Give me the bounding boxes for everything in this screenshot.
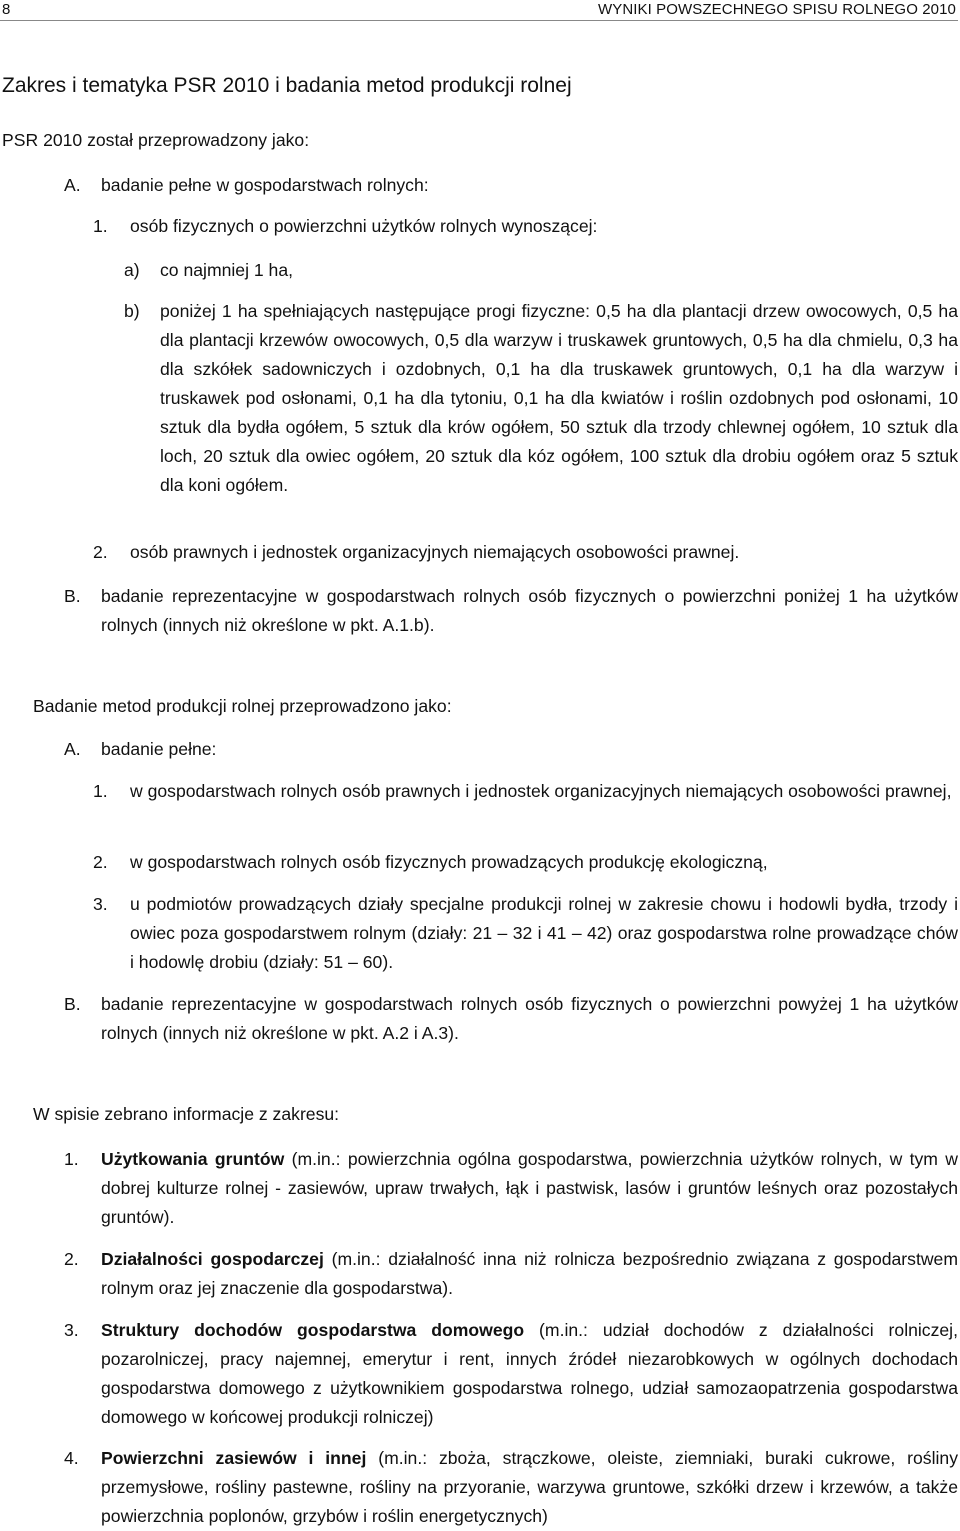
scope-1-rest: (m.in.: powierzchnia ogólna gospodarstwa, powierzchnia użytków rolnych, w tym w dobrej kulturze rolnej - zasiewów, upraw trwałych, łąk i pastwisk, lasów i gruntów leśnych oraz pozostałych gruntów). — [101, 1149, 958, 1227]
scope-4-bold: Powierzchni zasiewów i innej — [101, 1448, 367, 1468]
bmpr-3-marker: 3. — [93, 894, 108, 914]
scope-3-bold: Struktury dochodów gospodarstwa domowego — [101, 1320, 525, 1340]
running-title: WYNIKI POWSZECHNEGO SPISU ROLNEGO 2010 — [597, 1, 956, 18]
scope-2-text — [101, 1245, 958, 1303]
psr-2-text: osób prawnych i jednostek organizacyjnych niemających osobowości prawnej. — [130, 542, 740, 562]
scope-2-marker: 2. — [64, 1249, 79, 1269]
psr-a-sub-marker: a) — [124, 260, 140, 280]
scope-4-rest: (m.in.: zboża, strączkowe, oleiste, ziemniaki, buraki cukrowe, rośliny przemysłowe, rośliny pastewne, rośliny na przyoranie, warzywa gruntowe, szkółki drzew i krzewów, a także powierzchnia poplonów, grzybów i roślin energetycznych) — [101, 1448, 958, 1526]
psr-1-text: osób fizycznych o powierzchni użytków rolnych wynoszącej: — [130, 216, 598, 236]
bmpr-1-text: w gospodarstwach rolnych osób prawnych i jednostek organizacyjnych niemających osobowości prawnej, — [130, 781, 952, 801]
scope-3-rest: (m.in.: udział dochodów z działalności rolniczej, pozarolniczej, pracy najemnej, emerytur i rent, innych źródeł niezarobkowych w ogólnych dochodach gospodarstwa domowego z użytkownikiem gospodarstwa rolnego, udział samozaopatrzenia gospodarstwa domowego w końcowej produkcji rolniczej) — [101, 1320, 958, 1427]
bmpr-3-text: u podmiotów prowadzących działy specjalne produkcji rolnej w zakresie chowu i hodowli bydła, trzody i owiec poza gospodarstwem rolnym (działy: 21 – 32 i 41 – 42) oraz gospodarstwa rolne prowadzące chów i hodowlę drobiu (działy: 51 – 60). — [130, 894, 958, 972]
scope-1-bold: Użytkowania gruntów — [101, 1149, 285, 1169]
scope-4-marker: 4. — [64, 1448, 79, 1468]
psr-intro: PSR 2010 został przeprowadzony jako: — [2, 130, 310, 150]
psr-b-sub-marker: b) — [124, 301, 140, 321]
psr-2-marker: 2. — [93, 542, 108, 562]
scope-4-text — [101, 1444, 958, 1531]
scope-1-marker: 1. — [64, 1149, 79, 1169]
psr-a-text: badanie pełne w gospodarstwach rolnych: — [101, 175, 429, 195]
scope-2-rest: (m.in.: działalność inna niż rolnicza bezpośrednio związana z gospodarstwem rolnym oraz jej znaczenie dla gospodarstwa). — [101, 1249, 958, 1298]
bmpr-b-text: badanie reprezentacyjne w gospodarstwach rolnych osób fizycznych o powierzchni powyżej 1 ha użytków rolnych (innych niż określone w pkt. A.2 i A.3). — [101, 994, 958, 1043]
running-header — [0, 0, 958, 21]
bmpr-1-marker: 1. — [93, 781, 108, 801]
psr-1-marker: 1. — [93, 216, 108, 236]
psr-b-text: badanie reprezentacyjne w gospodarstwach rolnych osób fizycznych o powierzchni poniżej 1 ha użytków rolnych (innych niż określone w pkt. A.1.b). — [101, 586, 958, 635]
section-title: Zakres i tematyka PSR 2010 i badania metod produkcji rolnej — [2, 74, 572, 97]
bmpr-a-marker: A. — [64, 739, 81, 759]
bmpr-2-marker: 2. — [93, 852, 108, 872]
psr-b-marker: B. — [64, 586, 81, 606]
scope-2-bold: Działalności gospodarczej — [101, 1249, 324, 1269]
scope-1-text — [101, 1145, 958, 1232]
scope-intro: W spisie zebrano informacje z zakresu: — [33, 1104, 340, 1124]
bmpr-a-text: badanie pełne: — [101, 739, 217, 759]
bmpr-b-marker: B. — [64, 994, 81, 1014]
page-number: 8 — [2, 1, 11, 18]
bmpr-2-text: w gospodarstwach rolnych osób fizycznych prowadzących produkcję ekologiczną, — [130, 852, 768, 872]
scope-3-marker: 3. — [64, 1320, 79, 1340]
bmpr-intro: Badanie metod produkcji rolnej przeprowadzono jako: — [33, 696, 452, 716]
psr-a-marker: A. — [64, 175, 81, 195]
psr-b-sub-text: poniżej 1 ha spełniających następujące progi fizyczne: 0,5 ha dla plantacji drzew owocowych, 0,5 ha dla plantacji krzewów owocowych, 0,5 dla warzyw i truskawek gruntowych, 0,5 ha dla chmielu, 0,3 ha dla szkółek sadowniczych i ozdobnych, 0,1 ha dla truskawek gruntowych, 0,1 ha dla warzyw i truskawek pod osłonami, 0,1 ha dla tytoniu, 0,1 ha dla kwiatów i roślin ozdobnych pod osłonami, 10 sztuk dla bydła ogółem, 5 sztuk dla krów ogółem, 50 sztuk dla trzody chlewnej ogółem, 10 sztuk dla loch, 20 sztuk dla owiec ogółem, 20 sztuk dla kóz ogółem, 100 sztuk dla drobiu ogółem oraz 5 sztuk dla koni ogółem. — [160, 301, 958, 495]
scope-3-text — [101, 1316, 958, 1432]
psr-a-sub-text: co najmniej 1 ha, — [160, 260, 294, 280]
